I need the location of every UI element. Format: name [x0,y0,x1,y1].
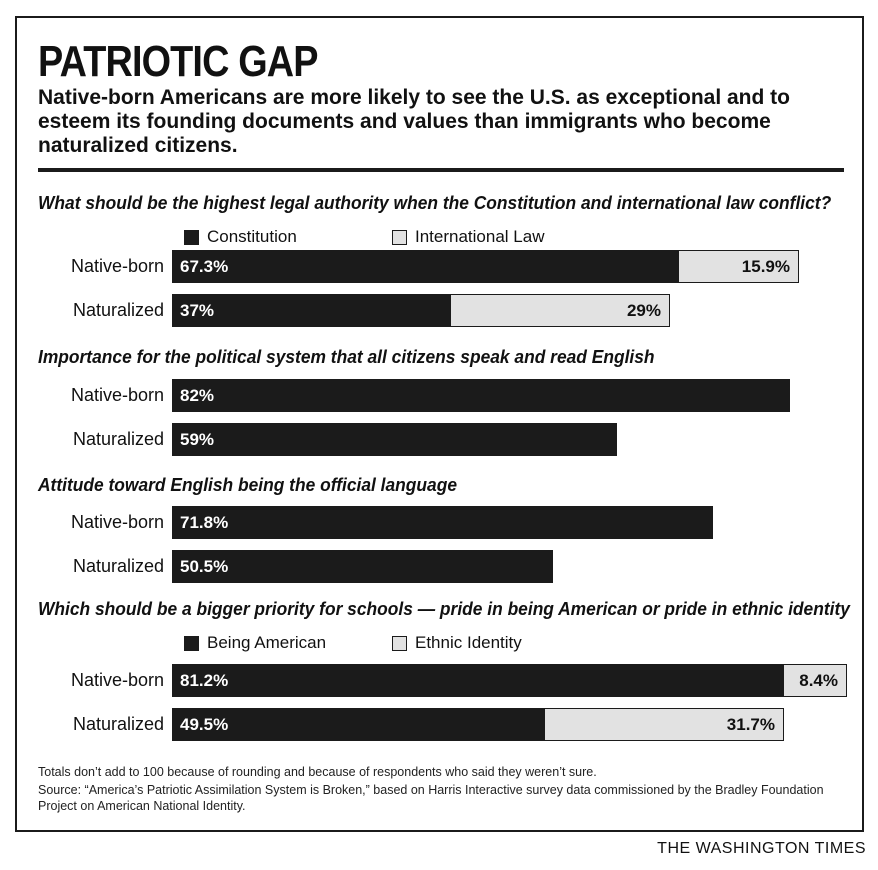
bar [451,294,670,327]
bar [172,664,784,697]
category-label: Native-born [70,256,164,276]
legend-swatch [184,636,199,651]
legend-item [392,227,544,247]
title-divider [38,168,844,172]
bar [172,250,679,283]
chart-title: PATRIOTIC GAP [38,37,318,86]
bar-value-label: 31.7% [726,714,775,734]
legend-label: Ethnic Identity [415,633,522,652]
bar-value-label: 67.3% [180,256,229,276]
bar-value-label: 82% [180,385,215,405]
bar [172,423,617,456]
publisher-credit: THE WASHINGTON TIMES [657,840,866,857]
legend-swatch [392,230,407,245]
category-label: Naturalized [72,429,164,449]
bar-value-label: 8.4% [799,670,838,690]
bar-value-label: 15.9% [741,256,790,276]
category-label: Naturalized [72,714,164,734]
question-1: What should be the highest legal authority when the Constitution and international law conflict? [38,192,832,213]
category-label: Naturalized [72,556,164,576]
question-4: Which should be a bigger priority for schools — pride in being American or pride in ethnic identity [38,598,850,619]
bar-value-label: 71.8% [180,512,229,532]
footnotes [38,764,838,816]
bar-value-label: 37% [180,300,215,320]
bar-value-label: 49.5% [180,714,229,734]
legend-label: Constitution [207,227,297,246]
legend-label: Being American [207,633,327,652]
bar-value-label: 29% [626,300,661,320]
legend-label: International Law [415,227,545,246]
bar [784,664,847,697]
legend-item [392,633,522,653]
question-2: Importance for the political system that all citizens speak and read English [38,346,655,367]
bar [172,708,545,741]
category-label: Native-born [70,512,164,532]
question-3: Attitude toward English being the official language [38,474,457,495]
bar [679,250,799,283]
legend-swatch [184,230,199,245]
category-label: Naturalized [72,300,164,320]
bar [172,550,553,583]
totals-note: Totals don’t add to 100 because of rounding and because of respondents who said they weren’t sure. [38,765,597,779]
source-note: Source: “America’s Patriotic Assimilation System is Broken,” based on Harris Interactive survey data commissioned by the Bradley Foundation Project on American National Identity. [38,783,824,813]
category-label: Native-born [70,670,164,690]
bar-value-label: 50.5% [180,556,229,576]
bar [545,708,784,741]
legend-item [184,633,326,653]
bar [172,506,713,539]
legend-item [184,227,297,247]
bar-value-label: 59% [180,429,215,449]
category-label: Native-born [70,385,164,405]
bar-value-label: 81.2% [180,670,229,690]
bar [172,294,451,327]
chart-subtitle: Native-born Americans are more likely to see the U.S. as exceptional and to esteem its founding documents and values than immigrants who become naturalized citizens. [38,86,790,157]
legend-swatch [392,636,407,651]
bar [172,379,790,412]
